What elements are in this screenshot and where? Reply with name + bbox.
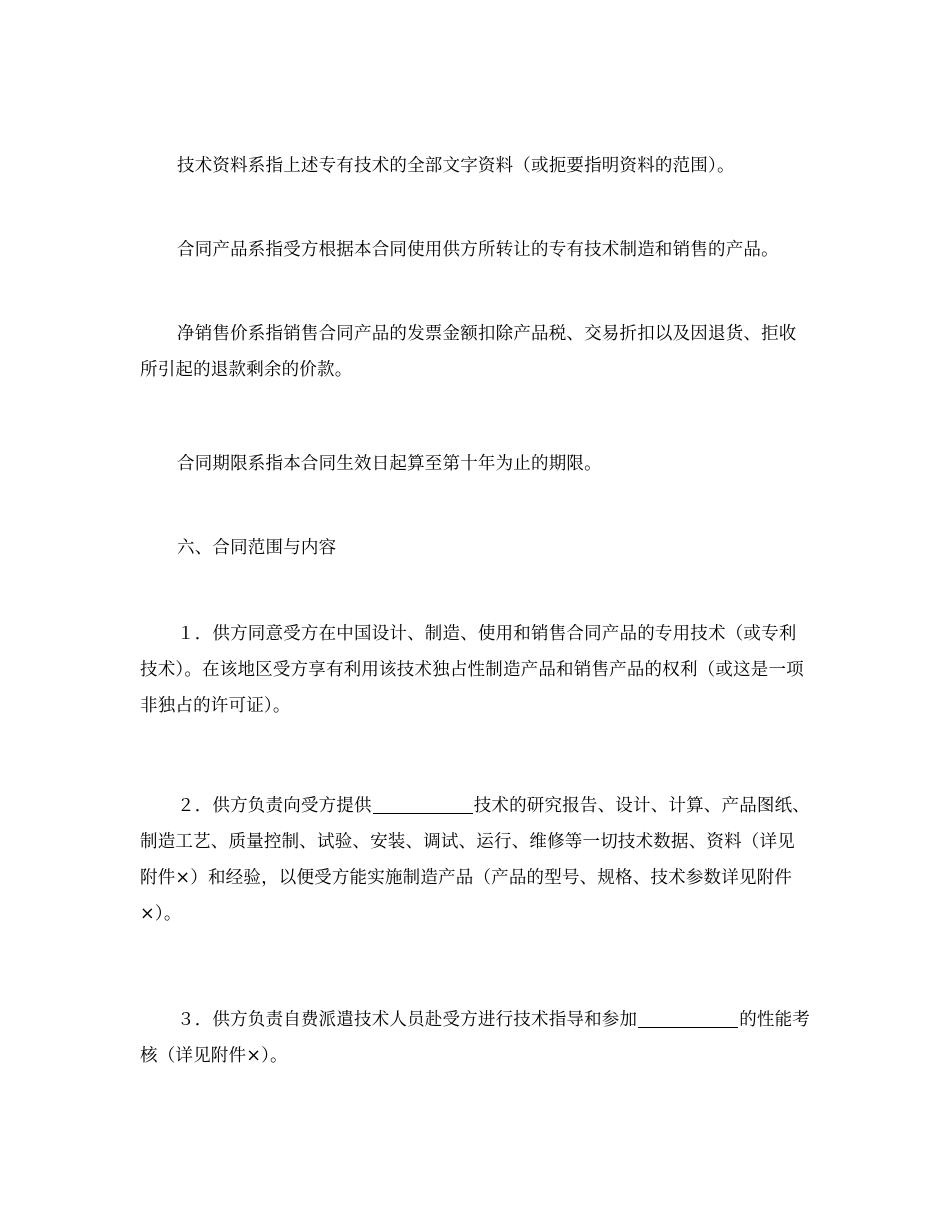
fill-in-blank-line <box>373 795 473 814</box>
clause-item-2-text-start: ２．供方负责向受方提供 <box>177 796 372 816</box>
paragraph-contract-term-definition: 合同期限系指本合同生效日起算至第十年为止的期限。 <box>177 454 602 474</box>
clause-item-3-text-end: 的性能考核（详见附件×）。 <box>140 1010 811 1066</box>
paragraph-contract-product-definition: 合同产品系指受方根据本合同使用供方所转让的专有技术制造和销售的产品。 <box>177 240 779 260</box>
clause-item-2 <box>140 788 812 932</box>
section-title-contract-scope: 六、合同范围与内容 <box>177 538 337 558</box>
clause-item-2-text-end: 技术的研究报告、设计、计算、产品图纸、制造工艺、质量控制、试验、安装、调试、运行、维修等一切技术数据、资料（详见附件×）和经验，以便受方能实施制造产品（产品的型号、规格、技术参数详见附件×）。 <box>140 796 811 924</box>
fill-in-blank-line <box>638 1009 738 1028</box>
clause-item-3-text-start: ３．供方负责自费派遣技术人员赴受方进行技术指导和参加 <box>177 1010 638 1030</box>
clause-item-1: １．供方同意受方在中国设计、制造、使用和销售合同产品的专用技术（或专利技术）。在该地区受方享有利用该技术独占性制造产品和销售产品的权利（或这是一项非独占的许可证）。 <box>140 624 804 716</box>
clause-item-3 <box>140 1002 812 1074</box>
paragraph-net-sales-price-definition: 净销售价系指销售合同产品的发票金额扣除产品税、交易折扣以及因退货、拒收所引起的退款剩余的价款。 <box>140 324 797 380</box>
paragraph-technical-data-definition: 技术资料系指上述专有技术的全部文字资料（或扼要指明资料的范围）。 <box>177 156 735 176</box>
